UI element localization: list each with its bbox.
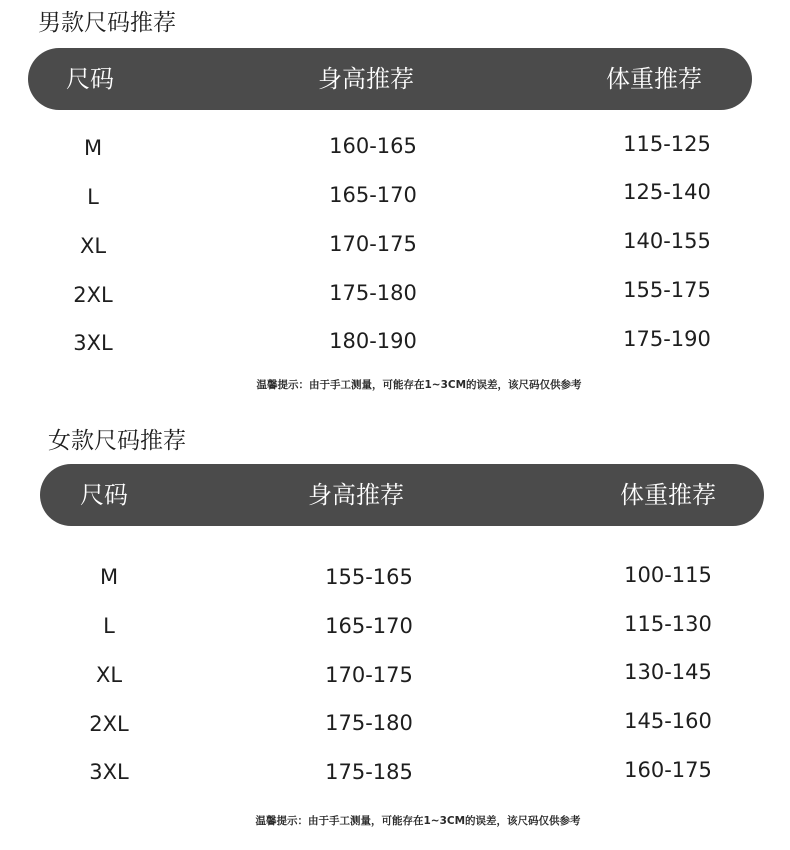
women-row-5-weight: 160-175	[624, 758, 712, 782]
women-section-title: 女款尺码推荐	[48, 428, 186, 454]
men-row-1-size: M	[83, 136, 103, 160]
women-row-1-size: M	[99, 565, 119, 589]
men-row-4-size: 2XL	[73, 283, 113, 307]
men-row-4-height: 175-180	[329, 281, 417, 305]
women-row-3-height: 170-175	[325, 663, 413, 687]
men-size-note: 温馨提示：由于手工测量，可能存在1~3CM的误差，该尺码仅供参考	[256, 379, 582, 391]
women-row-5-height: 175-185	[325, 760, 413, 784]
women-row-2-size: L	[103, 614, 115, 638]
women-header-weight: 体重推荐	[620, 481, 716, 509]
men-row-5-size: 3XL	[73, 331, 113, 355]
men-row-3-height: 170-175	[329, 232, 417, 256]
women-size-note: 温馨提示：由于手工测量，可能存在1~3CM的误差，该尺码仅供参考	[255, 815, 581, 827]
men-row-4-weight: 155-175	[623, 278, 711, 302]
women-row-2-height: 165-170	[325, 614, 413, 638]
women-row-2-weight: 115-130	[624, 612, 712, 636]
men-row-1-weight: 115-125	[623, 132, 711, 156]
women-header-size: 尺码	[80, 481, 128, 509]
men-row-2-weight: 125-140	[623, 180, 711, 204]
women-row-3-weight: 130-145	[624, 660, 712, 684]
women-table-header	[40, 464, 764, 526]
women-row-5-size: 3XL	[89, 760, 129, 784]
women-row-4-weight: 145-160	[624, 709, 712, 733]
men-row-1-height: 160-165	[329, 134, 417, 158]
women-row-4-height: 175-180	[325, 711, 413, 735]
men-header-weight: 体重推荐	[606, 65, 702, 93]
men-header-size: 尺码	[66, 65, 114, 93]
men-row-5-weight: 175-190	[623, 327, 711, 351]
women-row-1-height: 155-165	[325, 565, 413, 589]
women-row-4-size: 2XL	[89, 712, 129, 736]
men-row-5-height: 180-190	[329, 329, 417, 353]
men-header-height: 身高推荐	[318, 65, 414, 93]
men-row-2-size: L	[87, 185, 99, 209]
women-header-height: 身高推荐	[308, 481, 404, 509]
men-row-3-weight: 140-155	[623, 229, 711, 253]
women-row-3-size: XL	[95, 663, 123, 687]
men-row-3-size: XL	[79, 234, 107, 258]
women-row-1-weight: 100-115	[624, 563, 712, 587]
men-table-header	[28, 48, 752, 110]
men-row-2-height: 165-170	[329, 183, 417, 207]
men-section-title: 男款尺码推荐	[38, 10, 176, 36]
